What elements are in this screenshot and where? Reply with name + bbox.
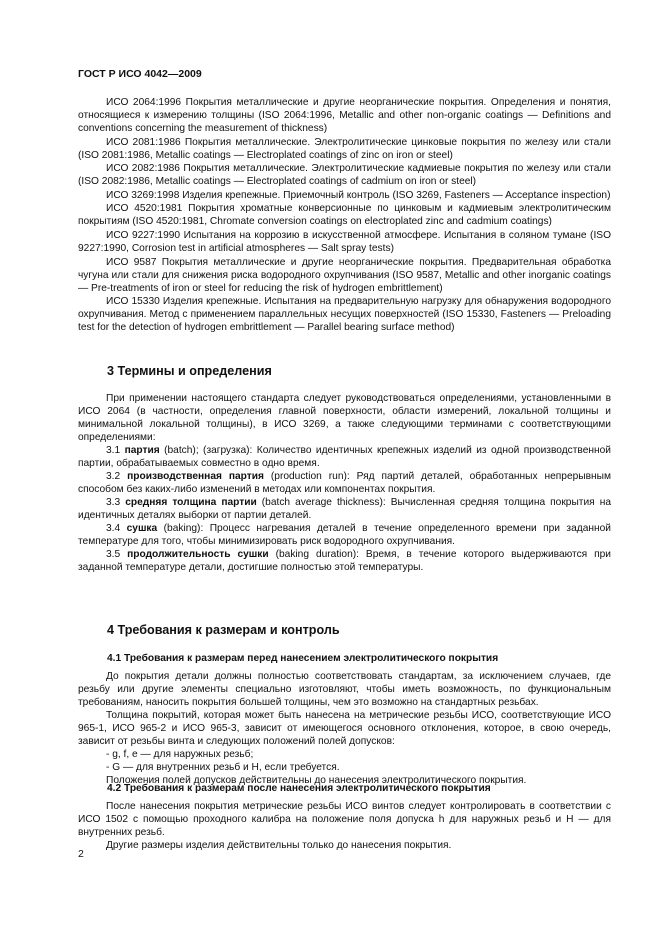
normative-references [78, 96, 611, 335]
term-definition: 3.4 сушка (baking): Процесс нагревания деталей в течение определенного времени при заданной температуре для того, чтобы минимизировать риск водородного охрупчивания. [78, 523, 611, 547]
term-name: средняя толщина партии [125, 497, 257, 508]
section-3-intro: При применении настоящего стандарта следует руководствоваться определениями, установленными в ИСО 2064 (в частности, определения главной поверхности, области измерений, локальной толщины и минимальной локальной толщины), в ИСО 3269, а также следующими терминами с соответствующими определениями: [78, 393, 611, 443]
document-header: ГОСТ Р ИСО 4042—2009 [78, 68, 202, 80]
reference-item: ИСО 3269:1998 Изделия крепежные. Приемочный контроль (ISO 3269, Fasteners — Acceptance inspection) [106, 189, 611, 201]
reference-item: ИСО 9227:1990 Испытания на коррозию в искусственной атмосфере. Испытания в соляном тумане (ISO 9227:1990, Corrosion test in artificial atmospheres — Salt spray tests) [78, 229, 611, 254]
subsection-4-1-body [78, 670, 611, 787]
subsection-4-2-body [78, 800, 611, 852]
paragraph: Толщина покрытий, которая может быть нанесена на метрические резьбы ИСО, соответствующие ИСО 965-1, ИСО 965-2 и ИСО 965-3, зависит от имеющегося основного отклонения, которое, в свою очередь, зависит от резьбы винта и следующих положений полей допусков: [78, 710, 611, 747]
reference-item: ИСО 2081:1986 Покрытия металлические. Электролитические цинковые покрытия по железу или стали (ISO 2081:1986, Metallic coatings — Electroplated coatings of zinc on iron or steel) [78, 136, 611, 161]
subsection-4-1-heading: 4.1 Требования к размерам перед нанесением электролитического покрытия [107, 653, 499, 664]
term-definition: 3.3 средняя толщина партии (batch average thickness): Вычисленная средняя толщина покрытия на идентичных деталях выборки от партии деталей. [78, 497, 611, 521]
paragraph: Другие размеры изделия действительны только до нанесения покрытия. [106, 840, 452, 851]
reference-item: ИСО 4520:1981 Покрытия хроматные конверсионные по цинковым и кадмиевым электролитическим покрытиям (ISO 4520:1981, Chromate conversion coatings on electroplated zinc and cadmium coatings) [78, 203, 611, 228]
section-3-body [78, 392, 611, 574]
section-3-heading: 3 Термины и определения [107, 364, 272, 378]
paragraph: После нанесения покрытия метрические резьбы ИСО винтов следует контролировать в соответствии с ИСО 1502 с помощью проходного калибра на положение поля допуска h для наружных резьб и H — для внутренних резьб. [78, 801, 611, 838]
list-item: - g, f, e — для наружных резьб; [106, 749, 254, 760]
term-name: сушка [126, 523, 158, 534]
term-definition: 3.5 продолжительность сушки (baking duration): Время, в течение которого выдерживаются при заданной температуре детали, достигшие полностью этой температуры. [78, 549, 611, 573]
reference-item: ИСО 9587 Покрытия металлические и другие неорганические покрытия. Предварительная обработка чугуна или стали для снижения риска водородного охрупчивания (ISO 9587, Metallic and other inorganic coatings — Pre-treatments of iron or steel for reducing the risk of hydrogen embrittlement) [78, 256, 611, 294]
reference-item: ИСО 15330 Изделия крепежные. Испытания на предварительную нагрузку для обнаружения водородного охрупчивания. Метод с применением параллельных несущих поверхностей (ISO 15330, Fasteners — Preloading test for the detection of hydrogen embrittlement — Parallel bearing surface method) [78, 296, 611, 334]
page-number: 2 [78, 848, 84, 860]
term-name: продолжительность сушки [127, 549, 269, 560]
paragraph: Положения полей допусков действительны до нанесения электролитического покрытия. [106, 775, 527, 786]
term-name: производственная партия [127, 471, 264, 482]
list-item: - G — для внутренних резьб и H, если требуется. [106, 762, 340, 773]
reference-item: ИСО 2064:1996 Покрытия металлические и другие неорганические покрытия. Определения и понятия, относящиеся к измерению толщины (ISO 2064:1996, Metallic and other non-organic coatings — Definitions and conventions concerning the measurement of thickness) [78, 97, 611, 134]
reference-item: ИСО 2082:1986 Покрытия металлические. Электролитические кадмиевые покрытия по железу или стали (ISO 2082:1986, Metallic coatings — Electroplated coatings of cadmium on iron or steel) [78, 163, 611, 188]
term-definition: 3.2 производственная партия (production run): Ряд партий деталей, обработанных непрерывным способом без каких-либо изменений в методах или компонентах покрытия. [78, 471, 611, 495]
paragraph: До покрытия детали должны полностью соответствовать стандартам, за исключением случаев, где резьбу или другие элементы специально изготовляют, чтобы иметь возможность, по функциональным требованиям, наносить покрытия большей толщины, чем это возможно на стандартных резьбах. [78, 671, 611, 708]
section-4-heading: 4 Требования к размерам и контроль [107, 623, 340, 637]
term-definition: 3.1 партия (batch); (загрузка): Количество идентичных крепежных изделий из одной производственной партии, обрабатываемых совместно в одно время. [78, 445, 611, 469]
subsection-4-2-heading: 4.2 Требования к размерам после нанесения электролитического покрытия [107, 783, 491, 794]
term-name: партия [124, 445, 160, 456]
